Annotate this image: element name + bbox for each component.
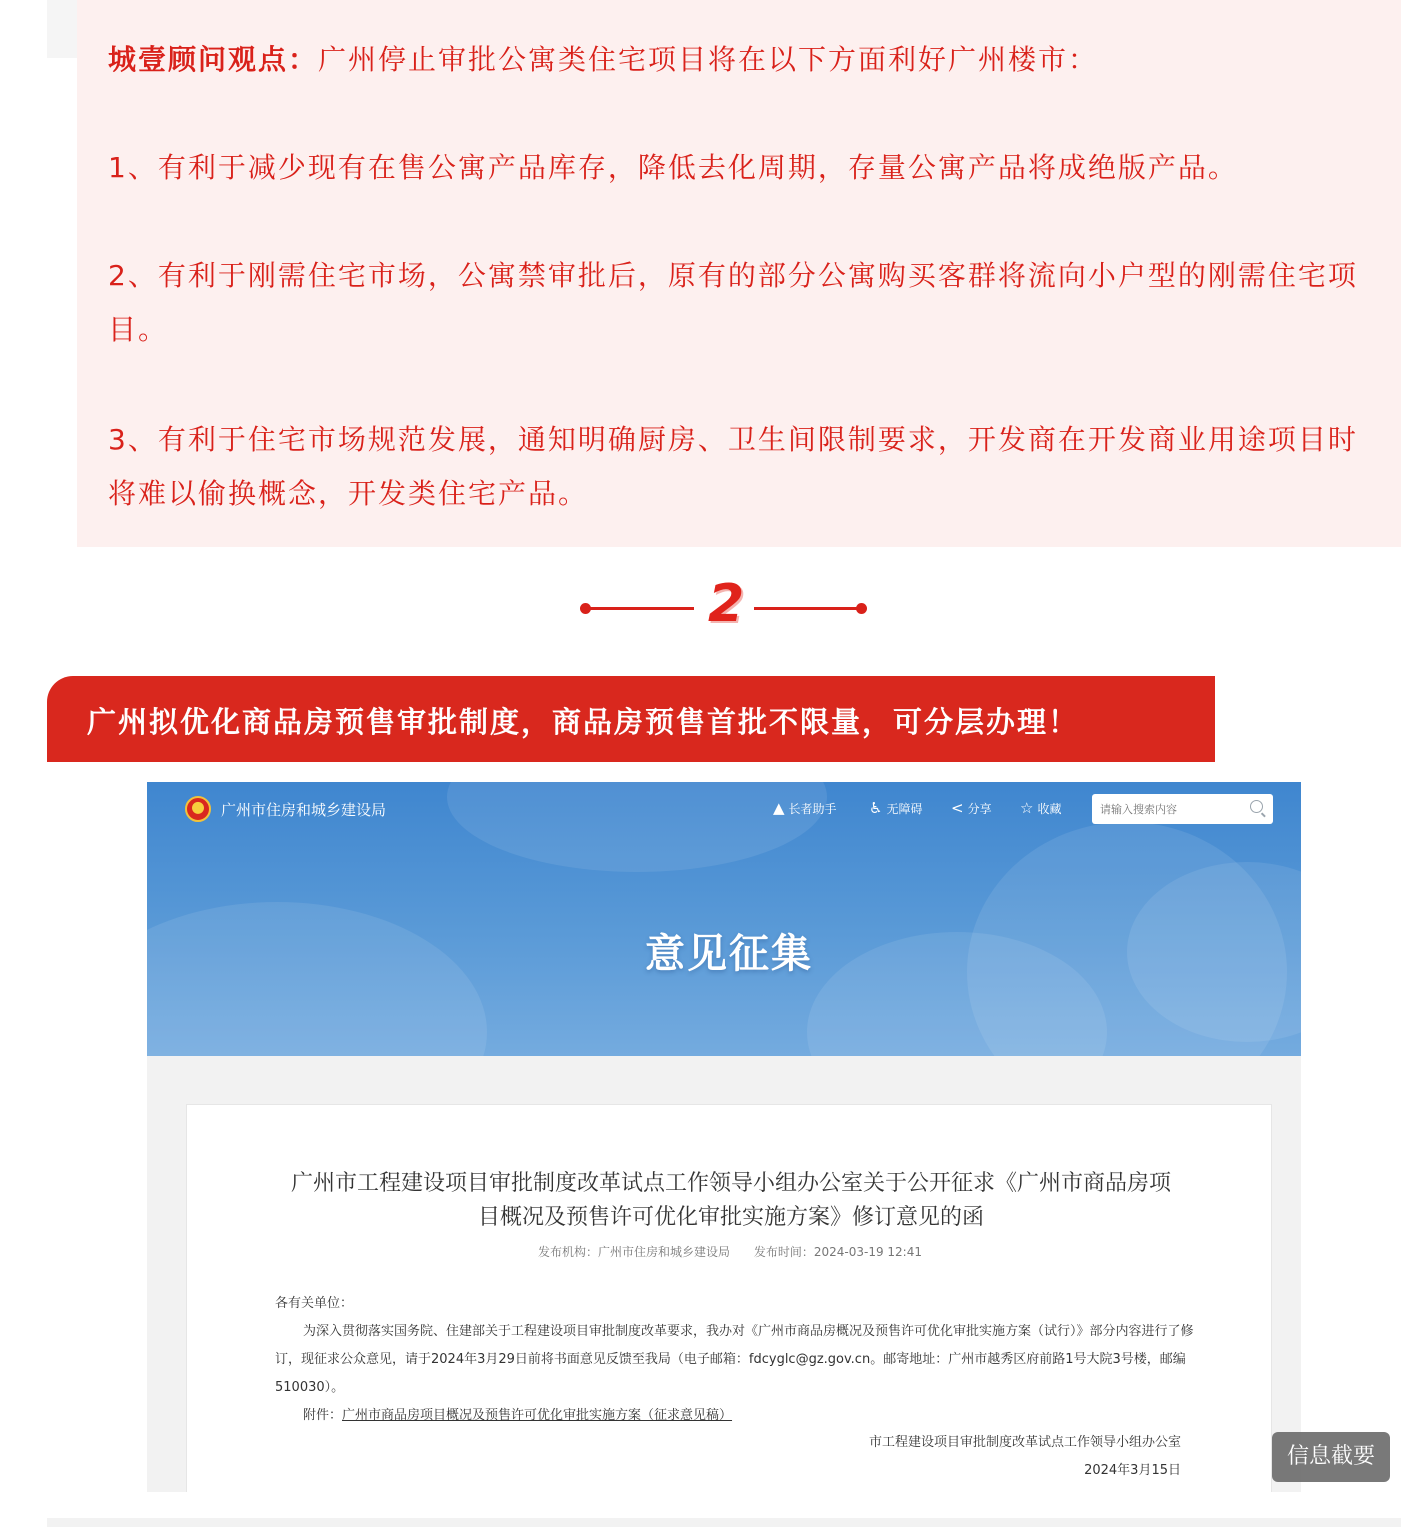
hero-decoration [447, 782, 827, 872]
document-attachment [275, 1402, 1195, 1430]
section-number: 2 [708, 574, 745, 634]
advisor-opinion-box [77, 0, 1401, 547]
star-icon: ☆ [1020, 799, 1034, 817]
document-title: 广州市工程建设项目审批制度改革试点工作领导小组办公室关于公开征求《广州市商品房项目概况及预售许可优化审批实施方案》修订意见的函 [290, 1171, 1171, 1230]
document-date: 2024年3月15日 [1084, 1463, 1181, 1478]
accessibility-label: 无障碍 [886, 801, 923, 816]
elderly-assistant-button[interactable] [773, 799, 837, 817]
share-button[interactable] [951, 799, 992, 817]
opinion-point-3: 3、有利于住宅市场规范发展，通知明确厨房、卫生间限制要求，开发商在开发商业用途项目时将难以偷换概念，开发类住宅产品。 [108, 423, 1358, 510]
section-banner-title: 广州拟优化商品房预售审批制度，商品房预售首批不限量，可分层办理！ [87, 705, 1080, 739]
search-box[interactable] [1092, 794, 1273, 824]
document-publisher: 发布机构：广州市住房和城乡建设局 [538, 1245, 731, 1259]
opinion-lead-text: 广州停止审批公寓类住宅项目将在以下方面利好广州楼市： [318, 43, 1099, 76]
search-input[interactable] [1100, 799, 1240, 819]
accessibility-button[interactable] [869, 799, 922, 817]
national-emblem-icon [185, 796, 211, 822]
info-summary-badge[interactable]: 信息截要 [1272, 1432, 1390, 1482]
attachment-label: 附件： [303, 1408, 343, 1423]
document-meta [187, 1243, 1273, 1260]
site-hero [147, 782, 1301, 1056]
opinion-point-2: 2、有利于刚需住宅市场，公寓禁审批后，原有的部分公寓购买客群将流向小户型的刚需住宅项目。 [108, 259, 1358, 346]
opinion-point-1: 1、有利于减少现有在售公寓产品库存，降低去化周期，存量公寓产品将成绝版产品。 [108, 151, 1238, 184]
elderly-label: 长者助手 [788, 801, 837, 816]
divider-line-left [586, 607, 694, 610]
accessibility-icon: ♿ [869, 799, 883, 817]
document-signature: 市工程建设项目审批制度改革试点工作领导小组办公室 [868, 1435, 1181, 1450]
attachment-link[interactable]: 广州市商品房项目概况及预售许可优化审批实施方案（征求意见稿） [342, 1408, 733, 1423]
opinion-lead-label: 城壹顾问观点： [108, 43, 319, 76]
site-name[interactable]: 广州市住房和城乡建设局 [221, 801, 387, 819]
divider-line-right [754, 607, 862, 610]
search-icon[interactable] [1250, 800, 1263, 813]
document-card [186, 1104, 1272, 1492]
document-salutation: 各有关单位： [275, 1296, 354, 1311]
divider-dot-right [856, 603, 867, 614]
hero-title: 意见征集 [645, 931, 813, 977]
favorite-label: 收藏 [1037, 801, 1062, 816]
section-divider [580, 574, 870, 640]
document-publish-time: 发布时间：2024-03-19 12:41 [753, 1245, 922, 1259]
opinion-lead [108, 33, 1358, 87]
elderly-icon: ▲ [773, 799, 785, 817]
share-label: 分享 [967, 801, 992, 816]
section-banner [47, 676, 1215, 762]
section-edge [47, 0, 77, 58]
share-icon: < [951, 799, 964, 817]
document-paragraph: 为深入贯彻落实国务院、住建部关于工程建设项目审批制度改革要求，我办对《广州市商品房概况及预售许可优化审批实施方案（试行）》部分内容进行了修订，现征求公众意见，请于2024年3月29日前将书面意见反馈至我局（电子邮箱：fdcyglc@gz.gov.cn。邮寄地址：广州市越秀区府前路1号大院3号楼，邮编510030）。 [275, 1324, 1194, 1395]
embedded-screenshot [147, 782, 1301, 1492]
bottom-divider [47, 1518, 1401, 1527]
favorite-button[interactable] [1020, 799, 1061, 817]
